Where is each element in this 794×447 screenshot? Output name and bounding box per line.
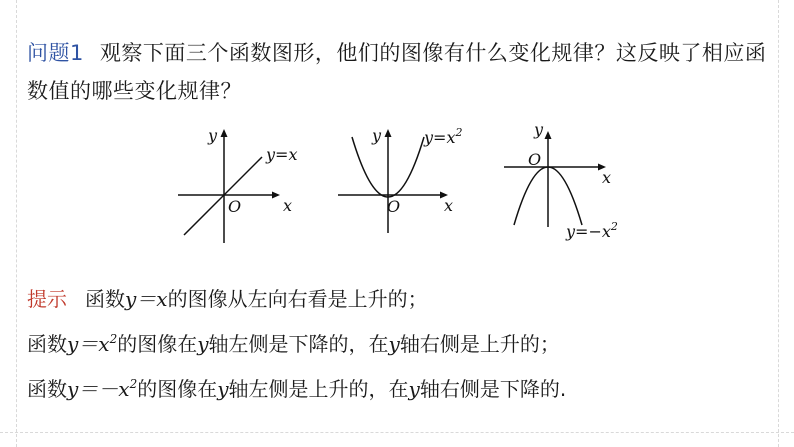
graph2-x-label: x [444, 196, 454, 215]
graph1-origin-label: O [228, 197, 242, 216]
hint-line-3-y: y [217, 377, 229, 401]
hint-line-1-math: y＝x [125, 287, 168, 311]
graph1-y-label: y [208, 126, 218, 145]
function-graphs [0, 115, 794, 255]
hint-line-3-sup: 2 [129, 377, 138, 391]
hint-line-2-y: y [197, 332, 209, 356]
hint-line-3-post2: 轴右侧是下降的. [419, 377, 567, 401]
hint-line-1 [27, 279, 767, 319]
hint-line-2-post2: 轴右侧是上升的； [399, 332, 560, 356]
graph1-function-label: y=x [266, 145, 298, 164]
graph2-function-label: $y=x^2$ [424, 126, 463, 147]
graph2-origin-label: O [387, 197, 401, 216]
hint-line-2-sup: 2 [109, 332, 118, 346]
graph-linear [178, 126, 297, 243]
frame-guide-bottom [0, 432, 794, 434]
hint-block [27, 279, 767, 409]
hint-line-2-y2: y [388, 332, 400, 356]
hint-tag: 提示 [27, 287, 67, 311]
hint-line-2-mid: 的图像在 [117, 332, 198, 356]
question-block [27, 34, 767, 110]
graph2-y-label: y [372, 126, 382, 145]
graph3-y-label: y [534, 120, 544, 139]
hint-line-2-math: y＝x [67, 332, 110, 356]
graph1-curve [184, 157, 262, 235]
hint-line-2-post: 轴左侧是下降的，在 [208, 332, 389, 356]
graph1-y-arrow [221, 129, 228, 137]
graph2-y-arrow [385, 129, 392, 137]
hint-line-1-pre: 函数 [85, 287, 125, 311]
hint-line-3-mid: 的图像在 [137, 377, 218, 401]
question-text: 观察下面三个函数图形，他们的图像有什么变化规律？这反映了相应函数值的哪些变化规律？ [27, 41, 767, 103]
graph3-origin-label: O [528, 150, 542, 169]
hint-line-3-y2: y [408, 377, 420, 401]
graph3-y-arrow [545, 131, 552, 139]
graph-parabola-down [504, 120, 618, 241]
hint-line-3-pre: 函数 [27, 377, 67, 401]
hint-line-2-pre: 函数 [27, 332, 67, 356]
graph3-function-label: $y=-x^2$ [566, 220, 618, 241]
hint-line-3-math: y＝－x [67, 377, 130, 401]
graph-parabola-up [338, 126, 462, 233]
graph1-x-label: x [283, 196, 293, 215]
hint-line-3 [27, 364, 767, 409]
question-tag: 问题1 [27, 41, 84, 65]
hint-line-2 [27, 319, 767, 364]
graph1-x-arrow [272, 192, 280, 199]
graph3-x-label: x [602, 168, 612, 187]
hint-line-3-post: 轴左侧是上升的，在 [228, 377, 409, 401]
hint-line-1-post: 的图像从左向右看是上升的； [167, 287, 428, 311]
